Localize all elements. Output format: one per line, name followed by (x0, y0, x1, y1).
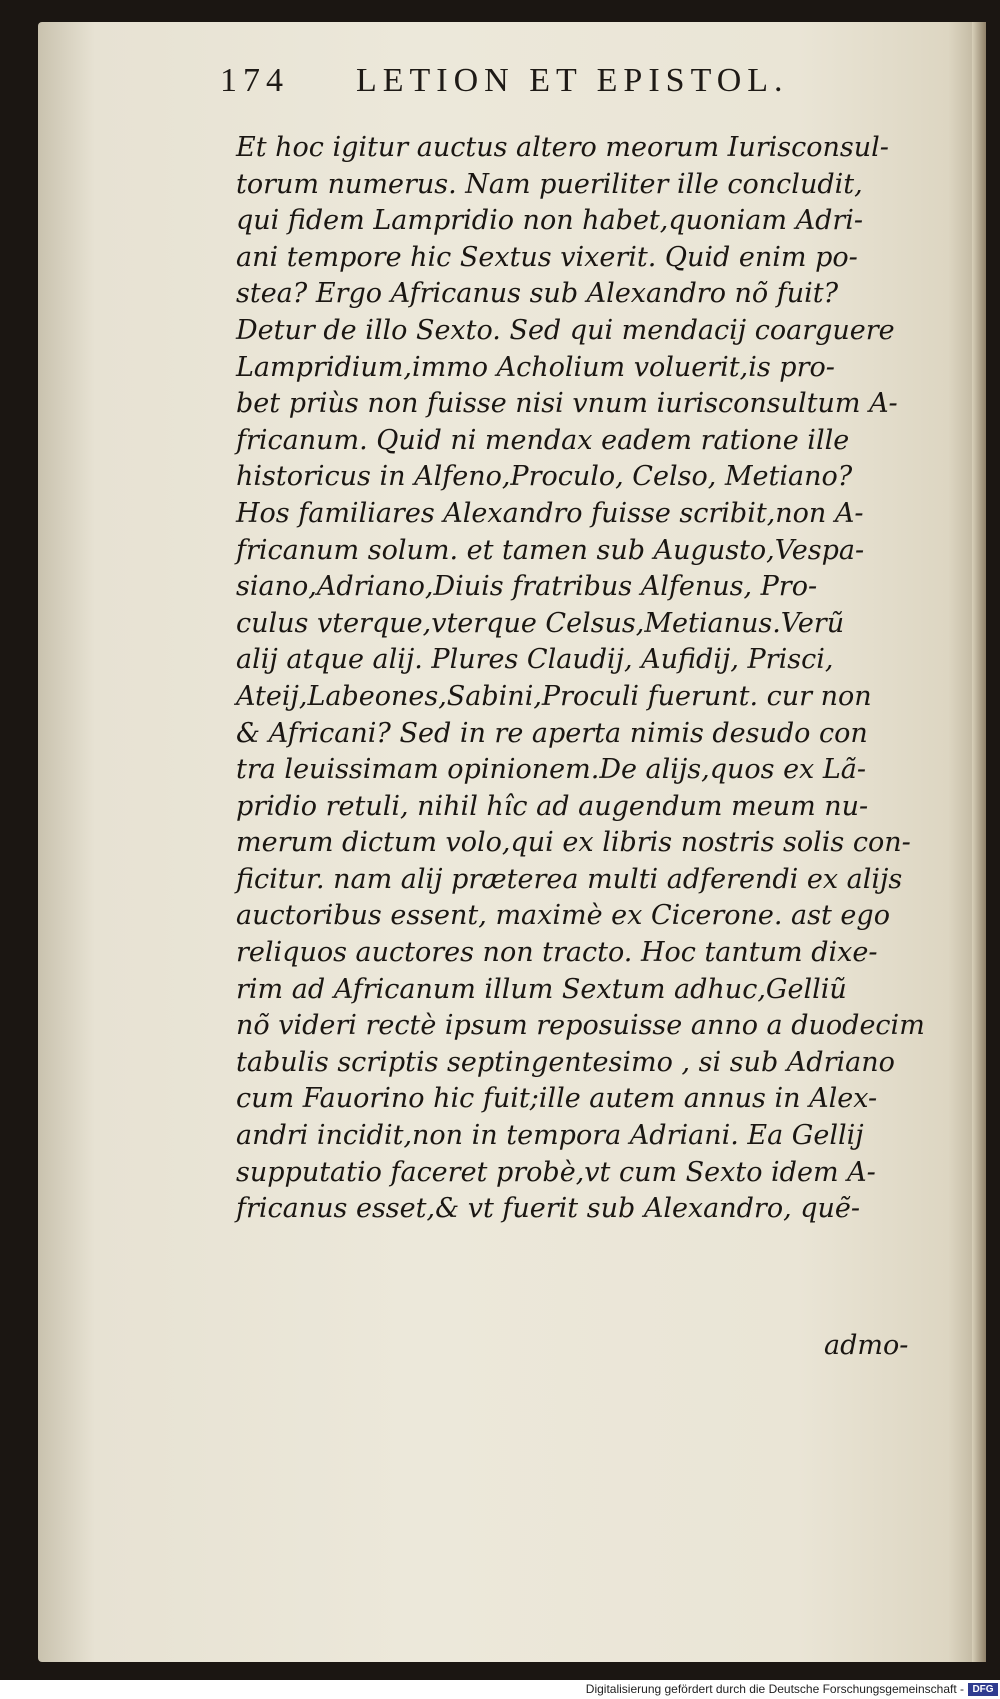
catchword: admo- (824, 1330, 909, 1361)
body-text (236, 130, 926, 1228)
footer-bar (0, 1680, 1000, 1699)
text-line: historicus in Alfeno,Proculo, Celso, Metiano? (236, 461, 853, 493)
text-line: rim ad Africanum illum Sextum adhuc,Gelliũ (236, 973, 847, 1005)
text-line: andri incidit,non in tempora Adriani. Ea Gellij (236, 1120, 864, 1152)
text-line: ani tempore hic Sextus vixerit. Quid enim po- (236, 241, 858, 273)
text-line: culus vterque,vterque Celsus,Metianus.Verũ (236, 607, 845, 639)
text-line: Lampridium,immo Acholium voluerit,is pro- (236, 351, 835, 383)
text-line: tra leuissimam opinionem.De alijs,quos ex Lã- (236, 754, 867, 786)
running-title: LETION ET EPISTOL. (356, 62, 789, 99)
dfg-logo: DFG (968, 1683, 998, 1696)
text-line: fricanus esset,& vt fuerit sub Alexandro, quẽ- (236, 1193, 861, 1225)
text-line: Detur de illo Sexto. Sed qui mendacij coarguere (236, 314, 895, 346)
page-number: 174 (220, 62, 289, 99)
text-line: tabulis scriptis septingentesimo , si sub Adriano (236, 1046, 895, 1078)
text-line: supputatio faceret probè,vt cum Sexto idem A- (236, 1156, 876, 1188)
text-line: merum dictum volo,qui ex libris nostris solis con- (236, 827, 911, 859)
text-line: cum Fauorino hic fuit;ille autem annus in Alex- (236, 1083, 878, 1115)
text-line: ficitur. nam alij præterea multi adferendi ex alijs (236, 863, 903, 895)
text-line: alij atque alij. Plures Claudij, Aufidij, Prisci, (236, 644, 834, 676)
text-line: pridio retuli, nihil hîc ad augendum meum nu- (236, 790, 869, 822)
text-line: qui fidem Lampridio non habet,quoniam Adri- (236, 205, 864, 237)
text-line: bet priùs non fuisse nisi vnum iurisconsultum A- (236, 388, 898, 420)
text-line: stea? Ergo Africanus sub Alexandro nõ fuit? (236, 278, 839, 310)
text-line: fricanum. Quid ni mendax eadem ratione ille (236, 424, 850, 456)
text-line: Ateij,Labeones,Sabini,Proculi fuerunt. cur non (236, 680, 872, 712)
text-line: reliquos auctores non tracto. Hoc tantum dixe- (236, 937, 878, 969)
text-line: Et hoc igitur auctus altero meorum Iurisconsul- (236, 132, 889, 163)
text-line: auctoribus essent, maximè ex Cicerone. ast ego (236, 900, 890, 932)
text-line: nõ videri rectè ipsum reposuisse anno a duodecim (236, 1010, 925, 1042)
text-line: siano,Adriano,Diuis fratribus Alfenus, Pro- (236, 571, 818, 603)
text-line: Hos familiares Alexandro fuisse scribit,non A- (236, 497, 864, 529)
text-line: fricanum solum. et tamen sub Augusto,Vespa- (236, 534, 865, 566)
page-edge (972, 22, 986, 1662)
funding-credit: Digitalisierung gefördert durch die Deutsche Forschungsgemeinschaft - (585, 1682, 964, 1696)
text-line: & Africani? Sed in re aperta nimis desudo con (236, 717, 868, 749)
running-header (220, 62, 789, 100)
text-line: torum numerus. Nam pueriliter ille concludit, (236, 168, 863, 200)
